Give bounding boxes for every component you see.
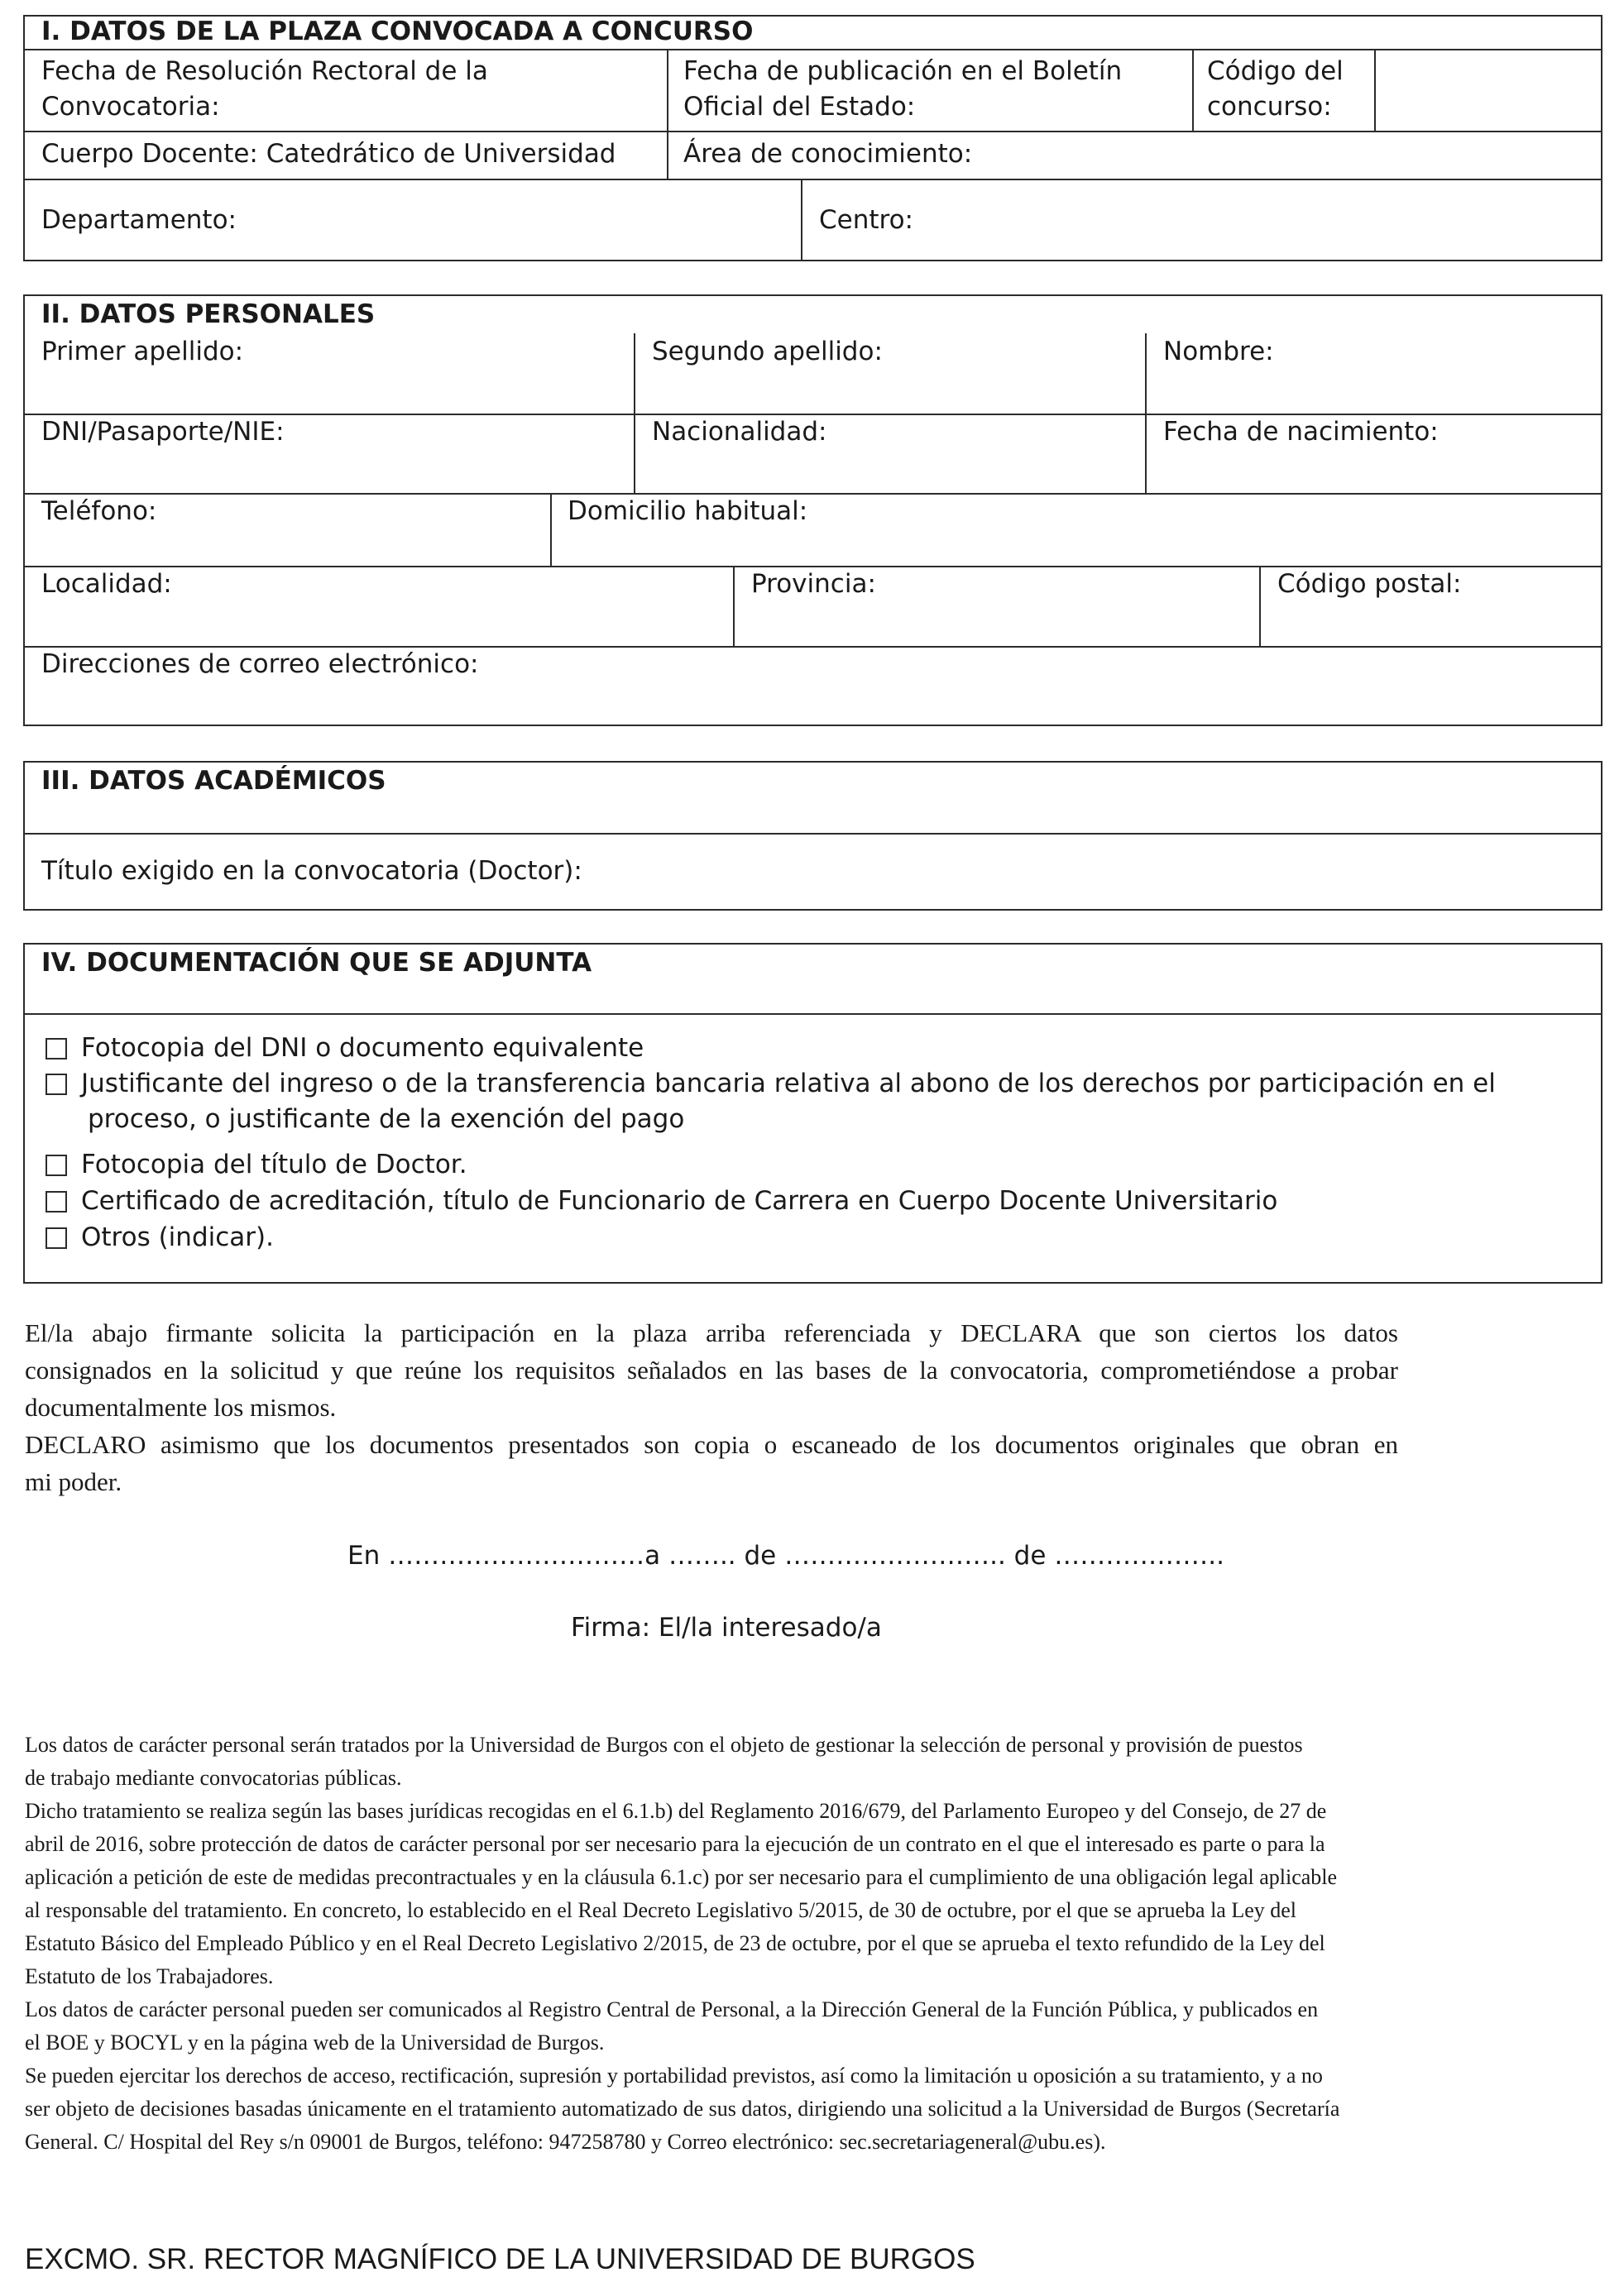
privacy-line-6: al responsable del tratamiento. En concreto, lo establecido en el Real Decreto Legislativo 5/2015, de 30 de octubre, por el que se aprueba la Ley del bbox=[25, 1898, 1297, 1922]
divider bbox=[667, 49, 668, 179]
divider bbox=[550, 493, 552, 566]
divider bbox=[733, 566, 735, 646]
checkbox-dni[interactable] bbox=[46, 1038, 67, 1060]
privacy-line-4: abril de 2016, sobre protección de datos de carácter personal por ser necesario para la ejecución de un contrato en el que el interesado es parte o para la bbox=[25, 1832, 1325, 1856]
doc-item-dni: Fotocopia del DNI o documento equivalente bbox=[81, 1033, 644, 1063]
codigo-postal-label: Código postal: bbox=[1277, 569, 1462, 599]
area-conocimiento-label: Área de conocimiento: bbox=[683, 139, 973, 169]
checkbox-otros[interactable] bbox=[46, 1227, 67, 1249]
place-date-line: En …………………………a …….. de …………………….. de ……………….. bbox=[347, 1541, 1224, 1571]
privacy-line-2: de trabajo mediante convocatorias públicas. bbox=[25, 1766, 402, 1790]
divider bbox=[23, 49, 1602, 50]
domicilio-label: Domicilio habitual: bbox=[568, 496, 808, 526]
fecha-publicacion-label-2: Oficial del Estado: bbox=[683, 92, 916, 122]
privacy-line-3: Dicho tratamiento se realiza según las bases jurídicas recogidas en el 6.1.b) del Reglamento 2016/679, del Parlamento Europeo y del Consejo, de 27 de bbox=[25, 1799, 1327, 1823]
divider bbox=[634, 333, 635, 493]
codigo-concurso-label: Código del bbox=[1207, 56, 1344, 86]
fecha-resolucion-label: Fecha de Resolución Rectoral de la bbox=[41, 56, 488, 86]
divider bbox=[1145, 333, 1147, 493]
section-3-title: III. DATOS ACADÉMICOS bbox=[41, 766, 386, 796]
dni-label: DNI/Pasaporte/NIE: bbox=[41, 417, 285, 447]
email-label: Direcciones de correo electrónico: bbox=[41, 649, 479, 679]
doc-item-otros: Otros (indicar). bbox=[81, 1222, 274, 1252]
checkbox-certificado[interactable] bbox=[46, 1191, 67, 1213]
divider bbox=[23, 833, 1602, 835]
privacy-line-5: aplicación a petición de este de medidas precontractuales y en la cláusula 6.1.c) por ser necesario para el cumplimiento de una obligación legal aplicable bbox=[25, 1865, 1338, 1889]
divider bbox=[23, 131, 1602, 132]
telefono-label: Teléfono: bbox=[41, 496, 157, 526]
centro-label: Centro: bbox=[819, 205, 913, 235]
departamento-label: Departamento: bbox=[41, 205, 237, 235]
signature-label: Firma: El/la interesado/a bbox=[571, 1613, 882, 1643]
checkbox-justificante[interactable] bbox=[46, 1074, 67, 1095]
divider bbox=[1192, 49, 1194, 131]
declaration-line-1: El/la abajo firmante solicita la participación en la plaza arriba referenciada y DECLARA que son ciertos los datos bbox=[25, 1318, 1398, 1347]
divider bbox=[1374, 49, 1376, 131]
privacy-line-9: Los datos de carácter personal pueden ser comunicados al Registro Central de Personal, a la Dirección General de la Función Pública, y publicados en bbox=[25, 1997, 1319, 2021]
privacy-line-7: Estatuto Básico del Empleado Público y en el Real Decreto Legislativo 2/2015, de 23 de octubre, por el que se aprueba el texto refundido de la Ley del bbox=[25, 1931, 1325, 1955]
privacy-line-13: General. C/ Hospital del Rey s/n 09001 de Burgos, teléfono: 947258780 y Correo electrónico: sec.secretariageneral@ubu.es). bbox=[25, 2130, 1106, 2154]
doc-item-justificante: Justificante del ingreso o de la transferencia bancaria relativa al abono de los derechos por participación en el bbox=[81, 1069, 1496, 1098]
declaration-line-5: mi poder. bbox=[25, 1467, 122, 1496]
doc-item-justificante-cont: proceso, o justificante de la exención del pago bbox=[88, 1104, 685, 1134]
privacy-line-8: Estatuto de los Trabajadores. bbox=[25, 1964, 274, 1988]
declaration-line-4: DECLARO asimismo que los documentos presentados son copia o escaneado de los documentos originales que obran en bbox=[25, 1430, 1398, 1459]
declaration-line-2: consignados en la solicitud y que reúne los requisitos señalados en las bases de la convocatoria, comprometiéndose a probar bbox=[25, 1356, 1398, 1385]
titulo-exigido-label: Título exigido en la convocatoria (Doctor): bbox=[41, 856, 582, 886]
nacionalidad-label: Nacionalidad: bbox=[652, 417, 827, 447]
section-1-title: I. DATOS DE LA PLAZA CONVOCADA A CONCURSO bbox=[41, 17, 754, 46]
localidad-label: Localidad: bbox=[41, 569, 172, 599]
provincia-label: Provincia: bbox=[751, 569, 876, 599]
addressee: EXCMO. SR. RECTOR MAGNÍFICO DE LA UNIVERSIDAD DE BURGOS bbox=[25, 2243, 975, 2275]
doc-item-titulo-doctor: Fotocopia del título de Doctor. bbox=[81, 1150, 467, 1179]
segundo-apellido-label: Segundo apellido: bbox=[652, 337, 883, 366]
fecha-resolucion-label-2: Convocatoria: bbox=[41, 92, 220, 122]
section-2-title: II. DATOS PERSONALES bbox=[41, 299, 376, 329]
fecha-publicacion-label: Fecha de publicación en el Boletín bbox=[683, 56, 1123, 86]
divider bbox=[23, 1013, 1602, 1015]
privacy-line-1: Los datos de carácter personal serán tratados por la Universidad de Burgos con el objeto de gestionar la selección de personal y provisión de puestos bbox=[25, 1733, 1303, 1757]
privacy-line-12: ser objeto de decisiones basadas únicamente en el tratamiento automatizado de sus datos, dirigiendo una solicitud a la Universidad de Burgos (Secretaría bbox=[25, 2097, 1340, 2121]
primer-apellido-label: Primer apellido: bbox=[41, 337, 244, 366]
nombre-label: Nombre: bbox=[1163, 337, 1274, 366]
privacy-line-10: el BOE y BOCYL y en la página web de la Universidad de Burgos. bbox=[25, 2031, 605, 2054]
checkbox-titulo-doctor[interactable] bbox=[46, 1155, 67, 1176]
divider bbox=[23, 179, 1602, 180]
doc-item-certificado: Certificado de acreditación, título de Funcionario de Carrera en Cuerpo Docente Universitario bbox=[81, 1186, 1278, 1216]
privacy-line-11: Se pueden ejercitar los derechos de acceso, rectificación, supresión y portabilidad previstos, así como la limitación u oposición a su tratamiento, y a no bbox=[25, 2064, 1323, 2088]
declaration-line-3: documentalmente los mismos. bbox=[25, 1393, 337, 1422]
divider bbox=[23, 493, 1602, 495]
cuerpo-docente-label: Cuerpo Docente: Catedrático de Universidad bbox=[41, 139, 616, 169]
fecha-nacimiento-label: Fecha de nacimiento: bbox=[1163, 417, 1439, 447]
divider bbox=[801, 179, 802, 261]
divider bbox=[1259, 566, 1261, 646]
section-4-title: IV. DOCUMENTACIÓN QUE SE ADJUNTA bbox=[41, 948, 592, 978]
codigo-concurso-label-2: concurso: bbox=[1207, 92, 1332, 122]
